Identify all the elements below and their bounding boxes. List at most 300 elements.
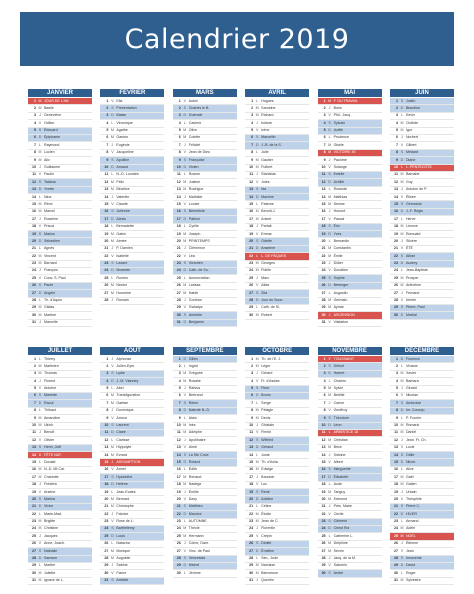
weekday-letter: L [183,519,186,524]
saint-name: Vivien [188,165,199,170]
day-number: 22 [32,511,36,516]
saint-name: Agnès [44,246,55,251]
weekday-letter: D [38,556,42,561]
day-number: 2 [395,105,398,110]
weekday-letter: V [38,120,42,125]
saint-name: Guy [405,179,413,184]
day-number: 2 [251,105,254,110]
saint-name: Mariette [44,393,57,398]
weekday-letter: S [111,423,114,428]
weekday-letter: M [110,283,114,288]
saint-name: Bernard [116,496,130,501]
saint-name: Arsène [44,489,56,494]
saint-name: Tanguy [333,489,346,494]
saint-name: L. PENTECÔTE [405,165,432,170]
day-number: 24 [32,268,36,273]
day-number: 13 [321,445,326,450]
saint-name: Amour [116,415,127,420]
weekday-letter: V [38,172,42,177]
weekday-letter: M [255,261,259,266]
weekday-letter: L [183,275,186,280]
weekday-letter: M [183,378,187,383]
weekday-letter: M [183,231,187,236]
saint-name: Urbain [405,489,417,494]
day-number: 17 [176,474,181,479]
weekday-letter: M [38,150,42,155]
day-number: 10 [176,165,181,170]
saint-name: TOUSSAINT [333,356,355,361]
weekday-letter: J [256,120,259,125]
weekday-letter: S [400,98,404,103]
weekday-letter: J [183,437,186,442]
saint-name: Solange [333,165,347,170]
day-number: 17 [32,216,36,221]
day-row [390,578,454,585]
saint-name: Nestor [116,283,127,288]
saint-name: Valentin [116,194,130,199]
weekday-letter: M [183,238,187,243]
weekday-letter: D [400,157,404,162]
saint-name: Gaétan [116,400,129,405]
weekday-letter: V [255,378,259,383]
day-number: 4 [395,378,398,383]
day-number: 15 [32,459,36,464]
weekday-letter: V [255,231,259,236]
day-number: 12 [249,179,254,184]
saint-name: Th. d'Avila [261,459,278,464]
day-number: 19 [393,489,398,494]
day-number: 6 [395,393,398,398]
saint-name: Constantin [333,246,351,251]
weekday-letter: M [38,157,42,162]
month-header: NOVEMBRE [318,347,382,355]
weekday-letter: J [328,556,331,561]
weekday-letter: M [110,452,114,457]
saint-name: Estelle [333,172,345,177]
saint-name: Gaël [405,474,414,479]
weekday-letter: V [111,467,114,472]
day-number: 30 [393,570,398,575]
weekday-letter: V [111,98,114,103]
weekday-letter: L [39,459,41,464]
saint-name: Fulbert [261,165,273,170]
saint-name: Basile [44,105,54,110]
saint-name: Léon [333,423,342,428]
saint-name: Romaric [405,423,420,428]
month-days [173,356,237,578]
day-number: 16 [32,209,36,214]
saint-name: Phil., Jacq. [333,113,352,118]
saint-name: Jean. Fr. Ch. [405,437,427,442]
saint-name: Martial [405,312,417,317]
saint-name: Thomas [44,371,57,376]
saint-name: Ambroise [405,400,422,405]
saint-name: Olive [188,128,197,133]
day-number: 3 [106,371,109,376]
weekday-letter: L [400,570,403,575]
saint-name: Gautier [261,157,273,162]
saint-name: Élisabeth [333,474,349,479]
weekday-letter: M [400,482,404,487]
saint-name: Saturnin [333,563,347,568]
day-number: 15 [104,459,109,464]
day-number: 16 [176,467,181,472]
day-number: 8 [395,408,398,413]
day-number: 17 [249,474,254,479]
weekday-letter: M [400,423,404,428]
day-number: 8 [106,150,109,155]
saint-name: N.-D. Mt Car. [44,467,65,472]
weekday-letter: L [39,356,41,361]
saint-name: Aimée [116,238,127,243]
weekday-letter: M [255,459,259,464]
day-number: 29 [321,563,326,568]
day-number: 4 [106,120,109,125]
day-number: 26 [104,541,109,546]
saint-name: Narcisse [261,563,276,568]
saint-name: François [44,268,58,273]
saint-name: Natacha [116,541,130,546]
weekday-letter: S [183,261,186,266]
day-number: 24 [176,526,181,531]
day-number: 3 [395,371,398,376]
weekday-letter: S [400,504,404,509]
day-number: 19 [249,489,254,494]
weekday-letter: L [111,437,114,442]
weekday-letter: J [328,400,331,405]
month-days [390,98,454,320]
saint-name: Ella [116,98,123,103]
day-number: 16 [321,467,326,472]
saint-name: Fleur [261,386,270,391]
weekday-letter: S [111,209,114,214]
day-number: 8 [251,408,254,413]
day-number: 11 [321,172,326,177]
day-number: 10 [321,165,326,170]
month-7 [28,347,92,585]
weekday-letter: S [328,224,331,229]
weekday-letter: M [400,371,404,376]
saint-name: Zita [261,290,268,295]
day-number: 28 [321,556,326,561]
weekday-letter: S [111,474,114,479]
day-number: 20 [176,496,181,501]
saint-name: Benoît [44,430,55,435]
saint-name: Paule [44,283,54,288]
day-number: 26 [176,283,181,288]
day-number: 1 [178,98,181,103]
weekday-letter: L [111,224,114,229]
day-number: 6 [395,135,398,140]
day-number: 23 [104,261,109,266]
saint-name: Alix [44,157,50,162]
saint-name: Anselme [261,246,276,251]
weekday-letter: L [39,142,41,147]
day-number: 19 [393,231,398,236]
saint-name: Pierre, Paul [405,305,425,310]
saint-name: Brigitte [44,519,56,524]
saint-name: Roger [405,570,416,575]
weekday-letter: M [400,283,404,288]
saint-name: Victor [44,504,54,509]
saint-name: Amédée [188,312,203,317]
day-number: 17 [393,216,398,221]
weekday-letter: S [183,105,186,110]
month-days [100,98,164,305]
saint-name: Eugénie [116,142,130,147]
day-number: 30 [321,570,326,575]
weekday-letter: D [111,113,114,118]
day-number: 30 [176,312,181,317]
saint-name: Guénolé [188,113,203,118]
weekday-letter: L [256,504,259,509]
day-number: 26 [249,283,254,288]
day-number: 8 [34,408,36,413]
saint-name: Gisèle [333,142,344,147]
weekday-letter: V [111,519,114,524]
saint-name: Yves [333,231,342,236]
weekday-letter: M [38,201,42,206]
day-row [245,578,309,585]
month-header: JANVIER [28,89,92,97]
day-number: 6 [106,135,109,140]
weekday-letter: L [400,363,403,368]
weekday-letter: D [183,356,187,361]
day-number: 15 [393,459,398,464]
weekday-letter: M [110,556,114,561]
saint-name: Sylvestre [405,578,421,583]
weekday-letter: M [183,526,187,531]
saint-name: Alphonse [116,356,132,361]
saint-name: Hubert [333,371,345,376]
weekday-letter: M [38,423,42,428]
day-number: 25 [393,275,398,280]
saint-name: Florence [405,356,420,361]
day-number: 3 [178,113,181,118]
saint-name: PRINTEMPS [188,238,210,243]
day-number: 19 [176,489,181,494]
weekday-letter: M [328,98,332,103]
day-number: 18 [393,224,398,229]
weekday-letter: V [400,548,404,553]
saint-name: Rodrigue [188,187,204,192]
saint-name: Yvette [44,187,54,192]
weekday-letter: J [401,541,403,546]
saint-name: Geneviève [44,113,62,118]
weekday-letter: L [39,246,41,251]
day-number: 9 [106,415,109,420]
weekday-letter: J [111,298,114,303]
day-number: 23 [249,261,254,266]
weekday-letter: J [256,474,259,479]
saint-name: Denise [333,201,345,206]
weekday-letter: M [400,578,404,583]
day-number: 5 [34,386,36,391]
saint-name: Clément [333,519,347,524]
day-number: 21 [393,246,398,251]
saint-name: Audrey [405,261,418,266]
day-number: 21 [176,504,181,509]
saint-name: Marguerite [333,467,351,472]
saint-name: Armel [116,467,126,472]
saint-name: Gérald [405,386,417,391]
saint-name: Benoît-J. [261,209,276,214]
day-number: 4 [251,378,254,383]
saint-name: P. Damien [116,246,133,251]
weekday-letter: L [400,113,403,118]
day-number: 5 [106,128,109,133]
saint-name: HIVER [405,511,417,516]
day-number: 31 [249,578,254,583]
saint-name: Gontran [188,298,202,303]
saint-name: Jean [405,548,414,553]
weekday-letter: M [110,187,114,192]
saint-name: Clotilde [405,120,418,125]
month-header: DÉCEMBRE [390,347,454,355]
weekday-letter: J [256,578,259,583]
weekday-letter: V [328,408,331,413]
weekday-letter: V [328,268,331,273]
day-number: 23 [393,261,398,266]
day-number: 1 [323,98,326,103]
weekday-letter: V [183,253,186,258]
month-header: MARS [173,89,237,97]
saint-name: L. DE PÂQUES [261,253,287,258]
day-number: 8 [178,408,181,413]
weekday-letter: S [400,452,404,457]
weekday-letter: V [183,98,186,103]
day-number: 25 [104,533,109,538]
weekday-letter: S [255,437,259,442]
saint-name: Honoré [333,209,346,214]
day-number: 30 [393,312,398,317]
day-number: 24 [176,268,181,273]
day-number: 20 [32,496,36,501]
saint-name: Joseph [188,231,201,236]
weekday-letter: V [111,363,114,368]
saint-name: Aymar [333,305,344,310]
weekday-letter: M [400,526,404,531]
day-number: 15 [393,201,398,206]
saint-name: Nadège [188,482,202,487]
day-number: 13 [393,187,398,192]
day-number: 20 [176,238,181,243]
weekday-letter: S [111,371,114,376]
saint-name: Cécile [333,511,344,516]
day-number: 9 [106,157,109,162]
saint-name: Fiacre [116,570,127,575]
weekday-letter: M [38,467,42,472]
day-number: 28 [393,298,398,303]
saint-name: P. Fourier [405,415,422,420]
saint-name: Rosalie [188,378,201,383]
saint-name: Boris [333,105,342,110]
weekday-letter: J [328,105,331,110]
weekday-letter: M [183,179,187,184]
month-header: OCTOBRE [245,347,309,355]
saint-name: Sébastien [44,238,60,243]
weekday-letter: J [183,298,186,303]
month-header: AOÛT [100,347,164,355]
saint-name: Edwige [261,467,273,472]
weekday-letter: J [401,489,403,494]
day-number: 4 [395,120,398,125]
saint-name: Adelphe [188,430,202,435]
day-number: 11 [104,430,109,435]
saint-name: VICTOIRE 45 [333,150,356,155]
saint-name: Thibaut [44,408,56,413]
day-number: 2 [323,105,326,110]
day-number: 27 [321,548,326,553]
weekday-letter: V [400,194,404,199]
day-number: 13 [321,187,326,192]
day-number: 12 [321,179,326,184]
day-number: 17 [32,474,36,479]
day-number: 18 [321,224,326,229]
saint-name: Mathilde [188,194,203,199]
weekday-letter: V [328,113,331,118]
weekday-letter: S [183,556,186,561]
weekday-letter: D [38,290,42,295]
saint-name: Hermann [188,533,204,538]
day-number: 11 [104,172,109,177]
weekday-letter: D [328,231,331,236]
saint-name: Jean-Eudes [116,489,136,494]
day-number: 14 [104,452,109,457]
saint-name: Romain [116,298,129,303]
saint-name: Armand [405,519,419,524]
day-number: 26 [393,283,398,288]
weekday-letter: S [255,290,259,295]
day-number: 28 [32,298,36,303]
weekday-letter: M [38,526,42,531]
day-number: 24 [249,268,254,273]
saint-name: Evrard [116,452,127,457]
weekday-letter: V [38,224,42,229]
day-number: 21 [393,504,398,509]
saint-name: Alida [261,283,270,288]
weekday-letter: V [328,320,331,325]
weekday-letter: J [256,526,259,531]
month-days [245,356,309,585]
weekday-letter: V [328,216,331,221]
saint-name: Claude [116,201,128,206]
saint-name: Géraud [261,445,274,450]
day-number: 6 [323,135,326,140]
saint-name: Serge [261,400,271,405]
month-header: MAI [318,89,382,97]
day-row [28,320,92,327]
weekday-letter: L [400,519,403,524]
weekday-letter: M [110,504,114,509]
weekday-letter: J [183,142,186,147]
saint-name: Geoffroy [333,408,348,413]
weekday-letter: M [328,201,332,206]
weekday-letter: D [328,283,331,288]
weekday-letter: D [183,216,187,221]
day-number: 9 [395,415,398,420]
day-number: 25 [249,275,254,280]
weekday-letter: J [328,157,331,162]
weekday-letter: V [183,305,186,310]
month-1 [28,89,92,327]
saint-name: Cath. de Su. [188,268,209,273]
weekday-letter: J [39,216,41,221]
weekday-letter: D [328,128,331,133]
weekday-letter: V [38,275,42,280]
weekday-letter: M [183,430,187,435]
day-number: 17 [249,216,254,221]
